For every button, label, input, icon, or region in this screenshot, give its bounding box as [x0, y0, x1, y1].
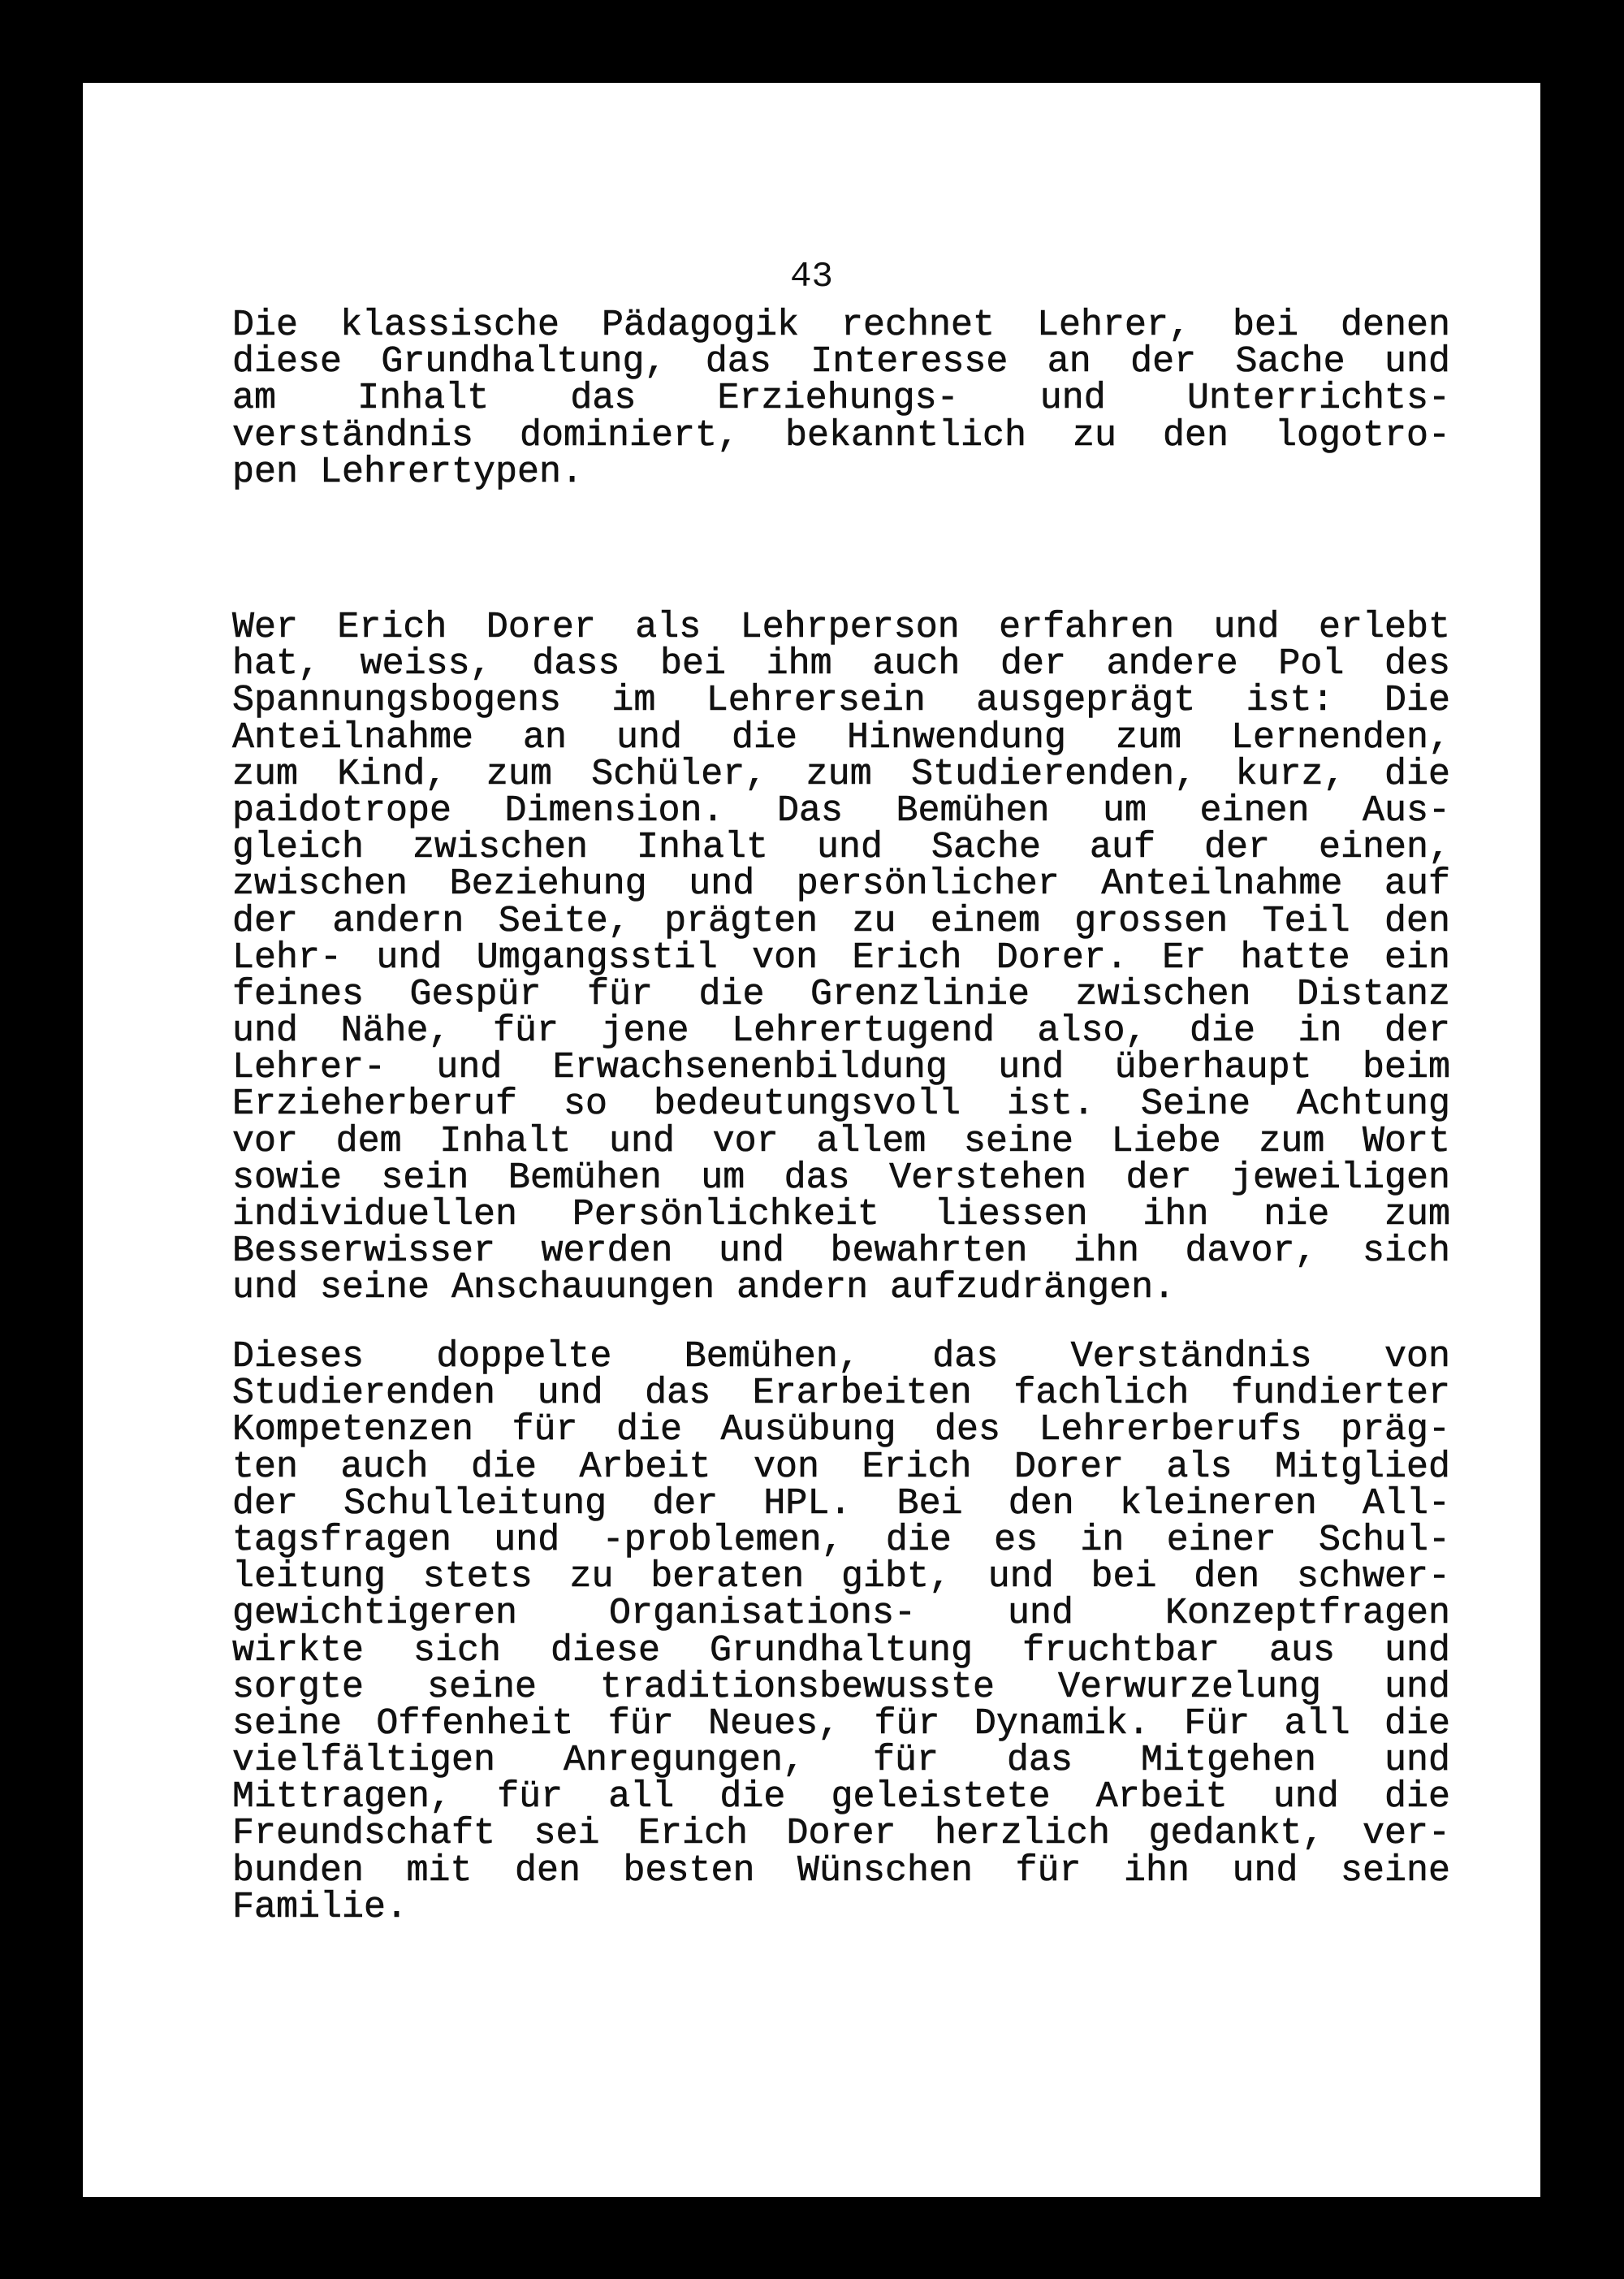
- text-line: zum Kind, zum Schüler, zum Studierenden, kurz, die: [232, 753, 1450, 795]
- paragraph-1: [232, 307, 1450, 491]
- text-line: der Schulleitung der HPL. Bei den kleineren All-: [232, 1482, 1450, 1524]
- text-line: Dieses doppelte Bemühen, das Verständnis von: [232, 1336, 1450, 1377]
- text-line: sorgte seine traditionsbewusste Verwurzelung und: [232, 1666, 1450, 1708]
- text-line: individuellen Persönlichkeit liessen ihn nie zum: [232, 1194, 1450, 1235]
- text-line: gewichtigeren Organisations- und Konzeptfragen: [232, 1593, 1450, 1635]
- page-number: 43: [790, 257, 833, 297]
- text-line: Freundschaft sei Erich Dorer herzlich gedankt, ver-: [232, 1813, 1450, 1855]
- text-line: seine Offenheit für Neues, für Dynamik. Für all die: [232, 1702, 1450, 1745]
- text-line: vor dem Inhalt und vor allem seine Liebe zum Wort: [232, 1120, 1450, 1162]
- text-line: Besserwisser werden und bewahrten ihn davor, sich: [232, 1230, 1450, 1273]
- text-line: diese Grundhaltung, das Interesse an der Sache und: [232, 341, 1450, 383]
- text-line: wirkte sich diese Grundhaltung fruchtbar aus und: [232, 1629, 1450, 1671]
- text-line: Mittragen, für all die geleistete Arbeit und die: [232, 1776, 1450, 1818]
- text-line: paidotrope Dimension. Das Bemühen um einen Aus-: [232, 789, 1450, 832]
- text-line: Anteilnahme an und die Hinwendung zum Lernenden,: [232, 716, 1450, 759]
- text-line: Erzieherberuf so bedeutungsvoll ist. Seine Achtung: [232, 1083, 1450, 1126]
- text-line: Kompetenzen für die Ausübung des Lehrerberufs präg-: [232, 1409, 1450, 1451]
- text-line: tagsfragen und -problemen, die es in einer Schul-: [232, 1519, 1450, 1561]
- text-line: hat, weiss, dass bei ihm auch der andere Pol des: [232, 643, 1450, 685]
- text-line: sowie sein Bemühen um das Verstehen der jeweiligen: [232, 1157, 1450, 1199]
- text-line: vielfältigen Anregungen, für das Mitgehen und: [232, 1740, 1450, 1782]
- text-line: bunden mit den besten Wünschen für ihn und seine: [232, 1849, 1450, 1892]
- text-line: ten auch die Arbeit von Erich Dorer als Mitglied: [232, 1446, 1450, 1488]
- text-line: Studierenden und das Erarbeiten fachlich fundierter: [232, 1373, 1450, 1415]
- text-line: verständnis dominiert, bekanntlich zu den logotro-: [232, 414, 1450, 456]
- text-line: Die klassische Pädagogik rechnet Lehrer, bei denen: [232, 305, 1450, 346]
- text-line: leitung stets zu beraten gibt, und bei den schwer-: [232, 1556, 1450, 1598]
- text-line: am Inhalt das Erziehungs- und Unterrichts-: [232, 378, 1450, 420]
- text-line: der andern Seite, prägten zu einem grossen Teil den: [232, 900, 1450, 942]
- text-line: Spannungsbogens im Lehrersein ausgeprägt ist: Die: [232, 680, 1450, 722]
- text-line: und Nähe, für jene Lehrertugend also, die in der: [232, 1010, 1450, 1053]
- text-line: pen Lehrertypen.: [232, 451, 584, 493]
- text-line: und seine Anschauungen andern aufzudrängen.: [232, 1267, 1176, 1309]
- paragraph-2: [232, 609, 1450, 1307]
- text-line: Lehr- und Umgangsstil von Erich Dorer. Er hatte ein: [232, 936, 1450, 979]
- text-line: Lehrer- und Erwachsenenbildung und überhaupt beim: [232, 1047, 1450, 1089]
- text-line: feines Gespür für die Grenzlinie zwischen Distanz: [232, 973, 1450, 1015]
- text-line: gleich zwischen Inhalt und Sache auf der einen,: [232, 827, 1450, 869]
- paragraph-3: [232, 1338, 1450, 1926]
- text-line: Familie.: [232, 1886, 408, 1928]
- text-line: Wer Erich Dorer als Lehrperson erfahren und erlebt: [232, 607, 1450, 648]
- document-page: [83, 83, 1540, 2197]
- text-line: zwischen Beziehung und persönlicher Anteilnahme auf: [232, 863, 1450, 906]
